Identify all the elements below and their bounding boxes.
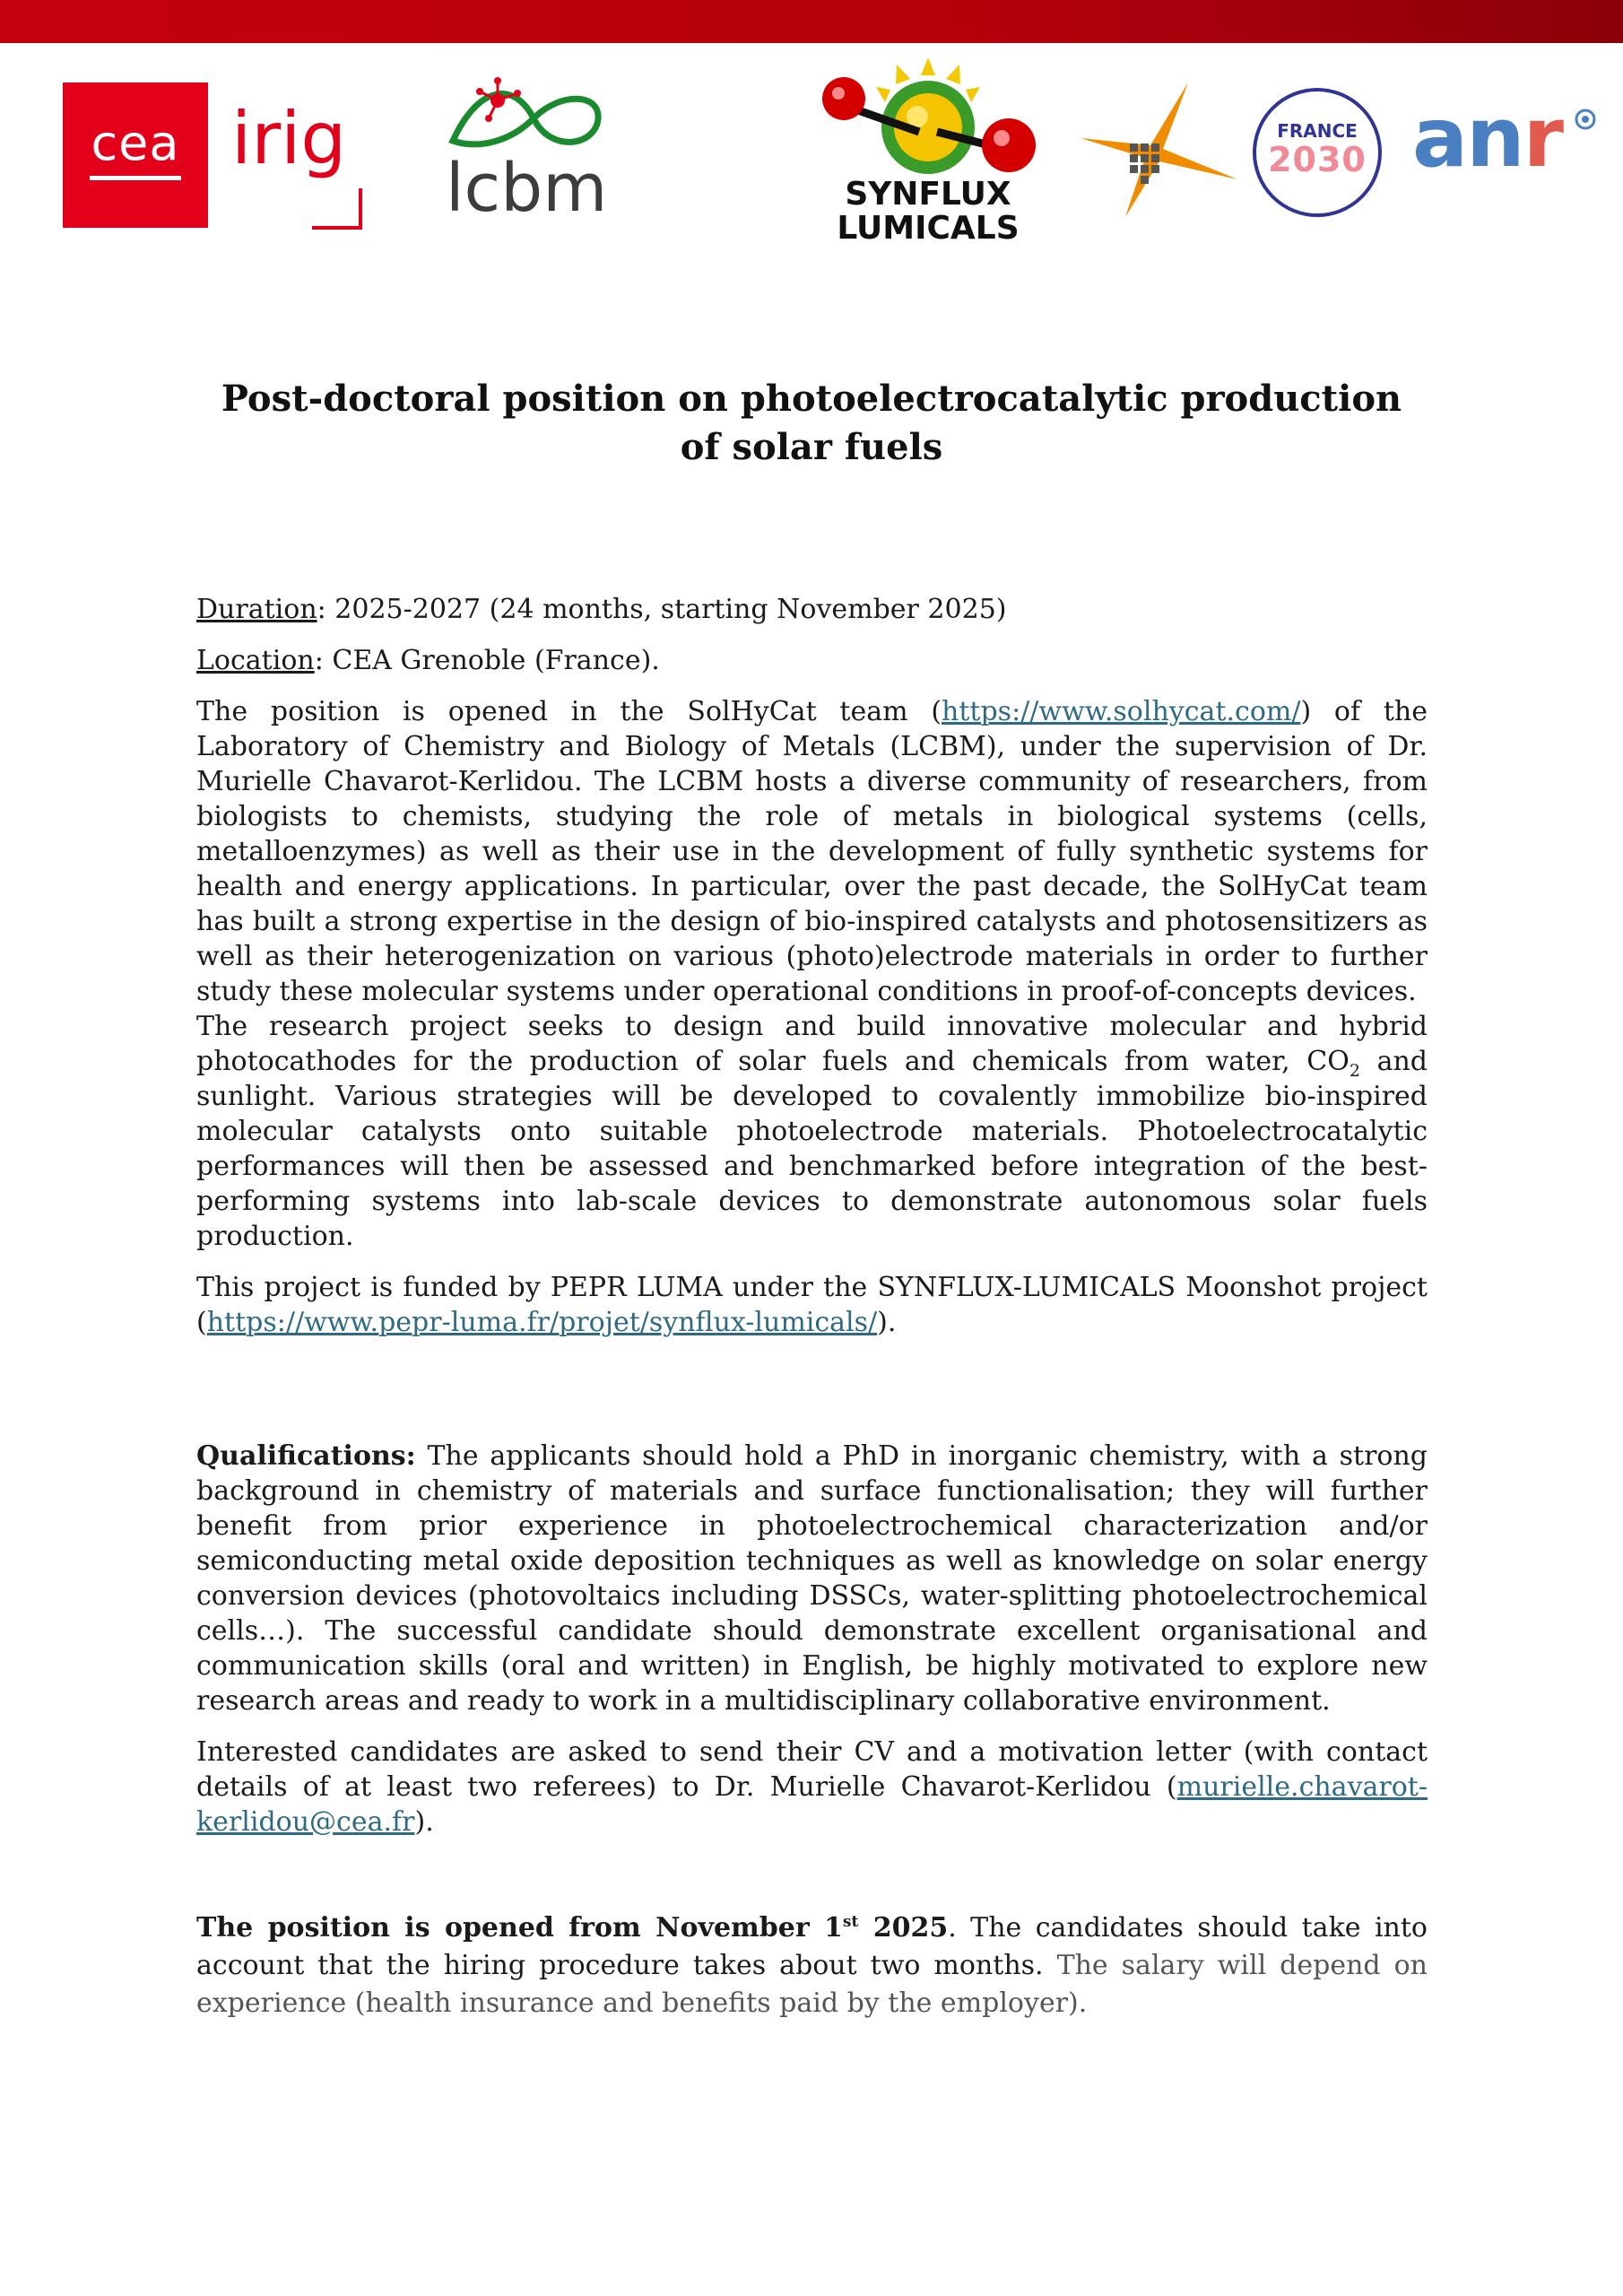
qualifications-label: Qualifications: xyxy=(196,1440,416,1472)
research-text-start: The research project seeks to design and build innovative molecular and hybrid photocathodes for the production of solar fuels and chemicals from water, CO xyxy=(196,1011,1428,1077)
pepr-luma-link[interactable]: https://www.pepr-luma.fr/projet/synflux-lumicals/ xyxy=(206,1307,878,1338)
title-line-2: of solar fuels xyxy=(680,426,943,468)
qualifications-text: The applicants should hold a PhD in inorganic chemistry, with a strong background in chemistry of materials and surface functionalisation; they will further benefit from prior experience in photoelectrochemical characterization and/or semiconducting metal oxide deposition techniques as well as knowledge on solar energy conversion devices (photovoltaics including DSSCs, water-splitting photoelectrochemical cells…). The successful candidate should demonstrate excellent organisational and communication skills (oral and written) in English, be highly motivated to explore new research areas and ready to work in a multidisciplinary collaborative environment. xyxy=(196,1440,1428,1717)
salary-note: The salary will depend on experience (health insurance and benefits paid by the employer). xyxy=(196,1950,1428,2019)
contact-text-start: Interested candidates are asked to send their CV and a motivation letter (with contact details of at least two referees) to Dr. Murielle Chavarot-Kerlidou ( xyxy=(196,1736,1428,1803)
contact-email-link[interactable]: murielle.chavarot-kerlidou@cea.fr xyxy=(196,1771,1428,1838)
funding-text-start: This project is funded by PEPR LUMA under the SYNFLUX-LUMICALS Moonshot project ( xyxy=(196,1272,1428,1338)
intro-text-start: The position is opened in the SolHyCat team ( xyxy=(196,696,942,727)
qualifications-paragraph xyxy=(196,1439,1428,1718)
duration-label: Duration xyxy=(196,594,317,625)
anr-logo-text xyxy=(1412,90,1562,186)
intro-paragraph xyxy=(196,694,1428,1009)
synflux-logo-line2: LUMICALS xyxy=(837,210,1020,247)
opening-paragraph xyxy=(196,1909,1428,2022)
top-red-banner xyxy=(0,0,1623,43)
lcbm-logo-text: lcbm xyxy=(446,150,608,227)
document-title xyxy=(179,375,1444,472)
irig-logo-corner xyxy=(312,188,362,230)
anr-logo-an: an xyxy=(1412,90,1523,186)
funding-paragraph xyxy=(196,1270,1428,1340)
document-body xyxy=(196,592,1428,2022)
pepr-star-emblem xyxy=(1081,83,1237,219)
synflux-logo-line1: SYNFLUX xyxy=(845,176,1011,213)
opening-ordinal: st xyxy=(842,1913,859,1931)
anr-registered-icon xyxy=(1574,108,1597,131)
irig-logo-text: irig xyxy=(231,97,347,180)
france-2030-line1: FRANCE xyxy=(1277,120,1358,142)
contact-paragraph xyxy=(196,1735,1428,1839)
opening-bold-year: 2025 xyxy=(858,1912,949,1944)
solhycat-link[interactable]: https://www.solhycat.com/ xyxy=(942,696,1301,727)
duration-line xyxy=(196,592,1428,627)
cea-logo-text: cea xyxy=(91,115,180,171)
france-2030-line2: 2030 xyxy=(1268,140,1367,179)
cea-logo xyxy=(63,83,208,228)
location-line xyxy=(196,643,1428,678)
title-line-1: Post-doctoral position on photoelectrocatalytic production xyxy=(221,378,1402,420)
star-burst-icon xyxy=(1081,83,1237,219)
irig-logo xyxy=(231,99,366,229)
cea-logo-underline xyxy=(90,176,181,180)
contact-text-end: ). xyxy=(414,1806,434,1838)
co2-subscript: 2 xyxy=(1349,1061,1360,1081)
duration-value: : 2025-2027 (24 months, starting November 2025) xyxy=(317,594,1007,625)
location-value: : CEA Grenoble (France). xyxy=(314,645,660,676)
anr-logo-r: r xyxy=(1523,90,1562,186)
funding-text-end: ). xyxy=(877,1307,897,1338)
opening-text: . The candidates should take into account that the hiring procedure takes about two months. xyxy=(196,1912,1428,1981)
location-label: Location xyxy=(196,645,315,676)
intro-text-rest: ) of the Laboratory of Chemistry and Biology of Metals (LCBM), under the supervision of Dr. Murielle Chavarot-Kerlidou. The LCBM hosts a diverse community of researchers, from biologists to chemists, studying the role of metals in biological systems (cells, metalloenzymes) as well as their use in the development of fully synthetic systems for health and energy applications. In particular, over the past decade, the SolHyCat team has built a strong expertise in the design of bio-inspired catalysts and photosensitizers as well as their heterogenization on various (photo)electrode materials in order to further study these molecular systems under operational conditions in proof-of-concepts devices. xyxy=(196,696,1428,1007)
lcbm-molecule-icon xyxy=(444,74,614,154)
opening-bold-start: The position is opened from November 1 xyxy=(196,1912,843,1944)
research-text-rest: and sunlight. Various strategies will be developed to covalently immobilize bio-inspired molecular catalysts onto suitable photoelectrode materials. Photoelectrocatalytic performances will then be assessed and benchmarked before integration of the best-performing systems into lab-scale devices to demonstrate autonomous solar fuels production. xyxy=(196,1046,1428,1252)
france-2030-logo xyxy=(1253,88,1382,217)
research-paragraph xyxy=(196,1009,1428,1254)
synflux-molecule-sun-icon xyxy=(812,56,1045,181)
opening-date-bold xyxy=(196,1912,948,1944)
lcbm-logo xyxy=(444,74,614,226)
synflux-lumicals-logo xyxy=(812,56,1045,248)
anr-logo xyxy=(1412,90,1601,188)
